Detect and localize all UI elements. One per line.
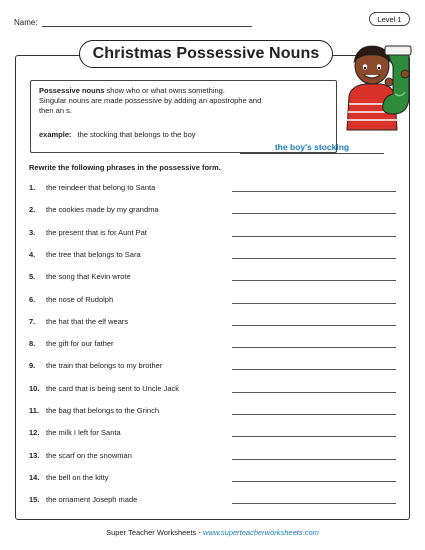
definition-line-2: Singular nouns are made possessive by adding an apostrophe and — [39, 96, 262, 105]
item-phrase: the reindeer that belong to Santa — [46, 183, 156, 192]
item-number: 10. — [29, 383, 40, 393]
item-phrase: the train that belongs to my brother — [46, 361, 163, 371]
item-number: 1. — [29, 183, 36, 192]
item-phrase: the milk I left for Santa — [46, 428, 121, 438]
item-phrase: the hat that the elf wears — [46, 316, 129, 326]
answer-line[interactable] — [232, 503, 396, 504]
answer-line[interactable] — [232, 325, 396, 326]
answer-line[interactable] — [232, 258, 396, 259]
example-label: example: — [39, 130, 72, 139]
exercise-item — [29, 250, 397, 262]
item-number: 2. — [29, 205, 36, 215]
item-phrase: the ornament Joseph made — [46, 495, 138, 505]
item-number: 15. — [29, 495, 40, 505]
item-number: 6. — [29, 294, 36, 304]
item-phrase: the present that is for Aunt Pat — [46, 227, 147, 237]
item-number: 14. — [29, 472, 40, 482]
exercise-item — [29, 495, 397, 507]
item-number: 13. — [29, 450, 40, 460]
exercise-item — [29, 428, 397, 440]
exercise-item — [29, 384, 397, 396]
item-phrase: the nose of Rudolph — [46, 294, 114, 304]
exercise-item — [29, 361, 397, 373]
definition-text: show who or what owns something. — [104, 86, 225, 95]
answer-line[interactable] — [232, 191, 396, 192]
item-phrase: the song that Kevin wrote — [46, 272, 131, 282]
exercise-item — [29, 205, 397, 217]
footer-separator: - — [196, 528, 203, 537]
page-title: Christmas Possessive Nouns — [79, 40, 333, 68]
item-phrase: the card that is being sent to Uncle Jack — [46, 383, 179, 393]
footer — [0, 528, 425, 537]
instructions: Rewrite the following phrases in the possessive form. — [29, 163, 221, 172]
answer-line[interactable] — [232, 392, 396, 393]
item-phrase: the bag that belongs to the Grinch — [46, 406, 159, 415]
exercise-item — [29, 406, 397, 418]
item-number: 5. — [29, 272, 36, 282]
answer-line[interactable] — [232, 236, 396, 237]
name-line[interactable] — [42, 18, 252, 27]
name-label: Name: — [14, 18, 38, 27]
item-number: 8. — [29, 339, 36, 349]
answer-line[interactable] — [232, 280, 396, 281]
example-answer: the boy's stocking — [240, 142, 384, 154]
exercise-item — [29, 228, 397, 240]
item-number: 12. — [29, 428, 40, 438]
item-phrase: the bell on the kitty — [46, 472, 109, 482]
footer-brand: Super Teacher Worksheets — [106, 528, 197, 537]
answer-line[interactable] — [232, 481, 396, 482]
item-number: 9. — [29, 361, 36, 371]
answer-line[interactable] — [232, 414, 396, 415]
definition-line-3: then an s. — [39, 106, 72, 115]
answer-line[interactable] — [232, 303, 396, 304]
item-phrase: the cookies made by my grandma — [46, 205, 159, 215]
answer-line[interactable] — [232, 436, 396, 437]
answer-line[interactable] — [232, 459, 396, 460]
example-phrase: the stocking that belongs to the boy — [77, 130, 196, 139]
level-badge: Level 1 — [369, 12, 410, 26]
exercise-item — [29, 339, 397, 351]
item-number: 7. — [29, 316, 36, 326]
answer-line[interactable] — [232, 369, 396, 370]
answer-line[interactable] — [232, 347, 396, 348]
definition-term: Possessive nouns — [39, 86, 105, 95]
item-number: 4. — [29, 249, 36, 259]
item-phrase: the tree that belongs to Sara — [46, 249, 141, 259]
item-phrase: the gift for our father — [46, 339, 114, 349]
name-field[interactable] — [14, 18, 252, 27]
exercise-item — [29, 473, 397, 485]
example-row — [39, 130, 196, 140]
exercise-item — [29, 183, 397, 195]
item-number: 3. — [29, 227, 36, 237]
footer-site-link[interactable]: www.superteacherworksheets.com — [202, 528, 319, 537]
item-phrase: the scarf on the snowman — [46, 450, 132, 460]
answer-line[interactable] — [232, 213, 396, 214]
exercise-item — [29, 295, 397, 307]
exercise-item — [29, 272, 397, 284]
exercise-item — [29, 317, 397, 329]
definition-line-1 — [39, 86, 328, 96]
item-number: 11. — [29, 406, 40, 415]
exercise-item — [29, 451, 397, 463]
boy-holding-stocking-icon — [335, 34, 417, 134]
